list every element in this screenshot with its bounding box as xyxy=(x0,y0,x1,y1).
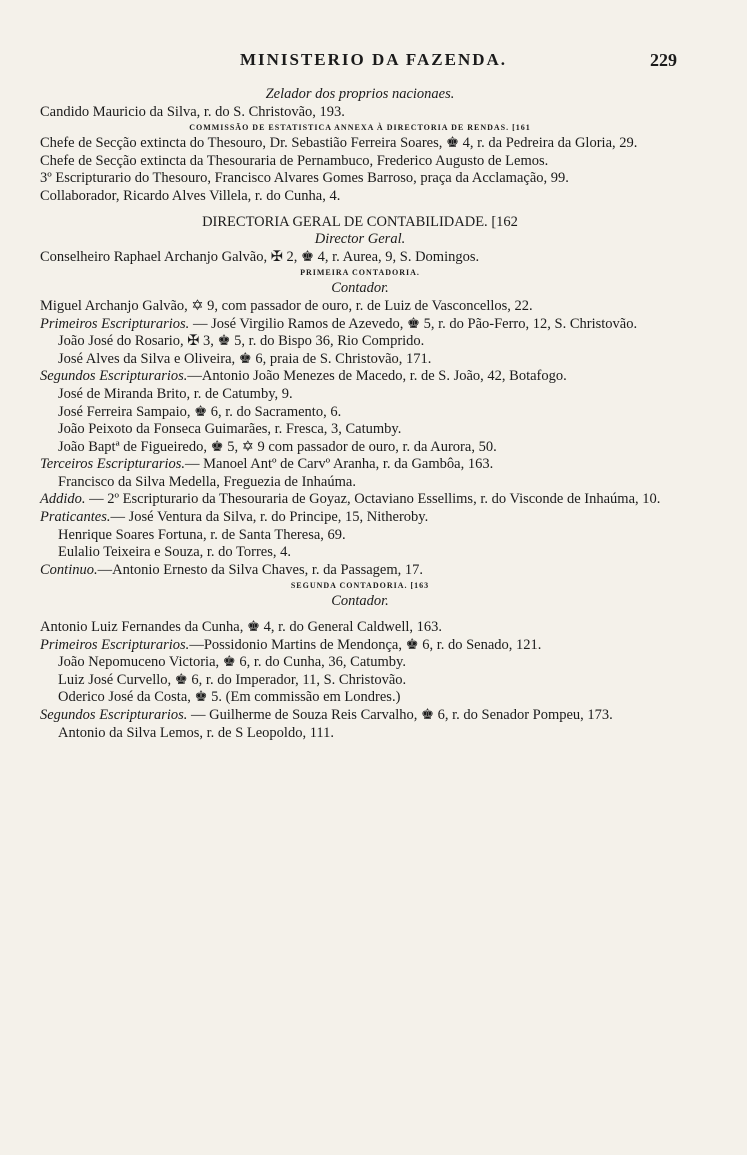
segundos-first: —Antonio João Menezes de Macedo, r. de S. João, 42, Botafogo. xyxy=(187,368,567,385)
continuo-entry xyxy=(40,562,680,580)
addido-label: Addido. xyxy=(40,491,86,508)
terceiros-label: Terceiros Escripturarios. xyxy=(40,456,186,473)
segunda-primeiros-label: Primeiros Escripturarios. xyxy=(40,636,190,653)
primeira-contador-entry: Miguel Archanjo Galvão, ✡ 9, com passador de ouro, r. de Luiz de Vasconcellos, 22. xyxy=(40,297,533,314)
page-header xyxy=(0,50,747,80)
director-entry: Conselheiro Raphael Archanjo Galvão, ✠ 2, ♚ 4, r. Aurea, 9, S. Domingos. xyxy=(40,248,480,265)
addido-text: — 2º Escripturario da Thesouraria de Goyaz, Octaviano Essellims, r. do Visconde de Inhaúma, 10. xyxy=(85,491,661,508)
terceiros-entry xyxy=(40,456,680,474)
segunda-heading xyxy=(40,579,680,593)
primeiros-entry: João José do Rosario, ✠ 3, ♚ 5, r. do Bispo 36, Rio Comprido. xyxy=(58,333,425,350)
directoria-heading xyxy=(40,214,680,232)
primeira-contador-title: Contador. xyxy=(331,280,389,297)
page-body xyxy=(40,86,680,742)
zelador-entry: Candido Mauricio da Silva, r. do S. Christovão, 193. xyxy=(40,103,345,120)
addido-entry xyxy=(40,491,680,509)
directoria-title: DIRECTORIA GERAL DE CONTABILIDADE. xyxy=(202,213,488,230)
segunda-primeiros-entry: João Nepomuceno Victoria, ♚ 6, r. do Cunha, 36, Catumby. xyxy=(58,654,406,671)
continuo-label: Continuo. xyxy=(40,561,98,578)
page-number: 229 xyxy=(650,50,677,70)
segunda-primeiros-entry: Luiz José Curvello, ♚ 6, r. do Imperador, 11, S. Christovão. xyxy=(58,671,407,688)
segundos-entry: José Ferreira Sampaio, ♚ 6, r. do Sacramento, 6. xyxy=(58,403,342,420)
segunda-primeiros-entry xyxy=(40,637,680,655)
directoria-page-ref: [162 xyxy=(491,213,518,230)
segunda-title: SEGUNDA CONTADORIA. xyxy=(290,581,408,591)
commissao-heading xyxy=(40,121,680,135)
praticantes-entry: Henrique Soares Fortuna, r. de Santa Theresa, 69. xyxy=(58,526,346,543)
commissao-entry: Chefe de Secção extincta do Thesouro, Dr. Sebastião Ferreira Soares, ♚ 4, r. da Pedreira da Gloria, 29. xyxy=(40,135,638,152)
continuo-text: —Antonio Ernesto da Silva Chaves, r. da Passagem, 17. xyxy=(97,561,424,578)
segunda-contador-entry: Antonio Luiz Fernandes da Cunha, ♚ 4, r. do General Caldwell, 163. xyxy=(40,619,442,636)
segunda-segundos-entry: Antonio da Silva Lemos, r. de S Leopoldo, 111. xyxy=(58,724,335,741)
praticantes-entry xyxy=(40,509,680,527)
segunda-primeiros-entry: Oderico José da Costa, ♚ 5. (Em commissão em Londres.) xyxy=(58,689,401,706)
segunda-page-ref: [163 xyxy=(410,581,430,591)
commissao-title: COMMISSÃO DE ESTATISTICA ANNEXA À DIRECTORIA DE RENDAS. xyxy=(189,123,510,133)
primeira-heading: PRIMEIRA CONTADORIA. xyxy=(300,268,420,278)
segunda-segundos-label: Segundos Escripturarios. xyxy=(40,707,188,723)
director-title: Director Geral. xyxy=(314,231,406,248)
terceiros-entry: Francisco da Silva Medella, Freguezia de Inhaúma. xyxy=(58,473,356,490)
segundos-entry xyxy=(40,368,680,386)
segunda-primeiros-first: —Possidonio Martins de Mendonça, ♚ 6, r. do Senado, 121. xyxy=(189,636,542,653)
commissao-entry: Collaborador, Ricardo Alves Villela, r. do Cunha, 4. xyxy=(40,187,341,204)
segundos-entry: José de Miranda Brito, r. de Catumby, 9. xyxy=(58,385,293,402)
praticantes-label: Praticantes. xyxy=(40,509,111,526)
zelador-heading: Zelador dos proprios nacionaes. xyxy=(265,86,455,102)
commissao-page-ref: [161 xyxy=(512,123,531,133)
segunda-segundos-first: — Guilherme de Souza Reis Carvalho, ♚ 6, r. do Senador Pompeu, 173. xyxy=(187,707,613,723)
segunda-segundos-entry xyxy=(40,707,680,725)
primeiros-entry xyxy=(40,316,680,334)
commissao-entry: Chefe de Secção extincta da Thesouraria de Pernambuco, Frederico Augusto de Lemos. xyxy=(40,152,549,169)
praticantes-first: — José Ventura da Silva, r. do Principe, 15, Nitheroby. xyxy=(110,509,429,526)
primeiros-entry: José Alves da Silva e Oliveira, ♚ 6, praia de S. Christovão, 171. xyxy=(58,350,432,367)
commissao-entry: 3º Escripturario do Thesouro, Francisco Alvares Gomes Barroso, praça da Acclamação, 99. xyxy=(40,170,569,187)
segundos-entry: João Baptª de Figueiredo, ♚ 5, ✡ 9 com passador de ouro, r. da Aurora, 50. xyxy=(58,438,497,455)
segunda-contador-title: Contador. xyxy=(331,593,389,610)
praticantes-entry: Eulalio Teixeira e Souza, r. do Torres, 4. xyxy=(58,544,291,561)
running-title: MINISTERIO DA FAZENDA. xyxy=(239,50,508,69)
primeiros-label: Primeiros Escripturarios. xyxy=(40,315,190,332)
segundos-label: Segundos Escripturarios. xyxy=(40,368,188,385)
segundos-entry: João Peixoto da Fonseca Guimarães, r. Fresca, 3, Catumby. xyxy=(58,421,402,438)
terceiros-first: — Manoel Antº de Carvº Aranha, r. da Gambôa, 163. xyxy=(185,456,494,473)
primeiros-first: — José Virgilio Ramos de Azevedo, ♚ 5, r. do Pão-Ferro, 12, S. Christovão. xyxy=(189,315,638,332)
